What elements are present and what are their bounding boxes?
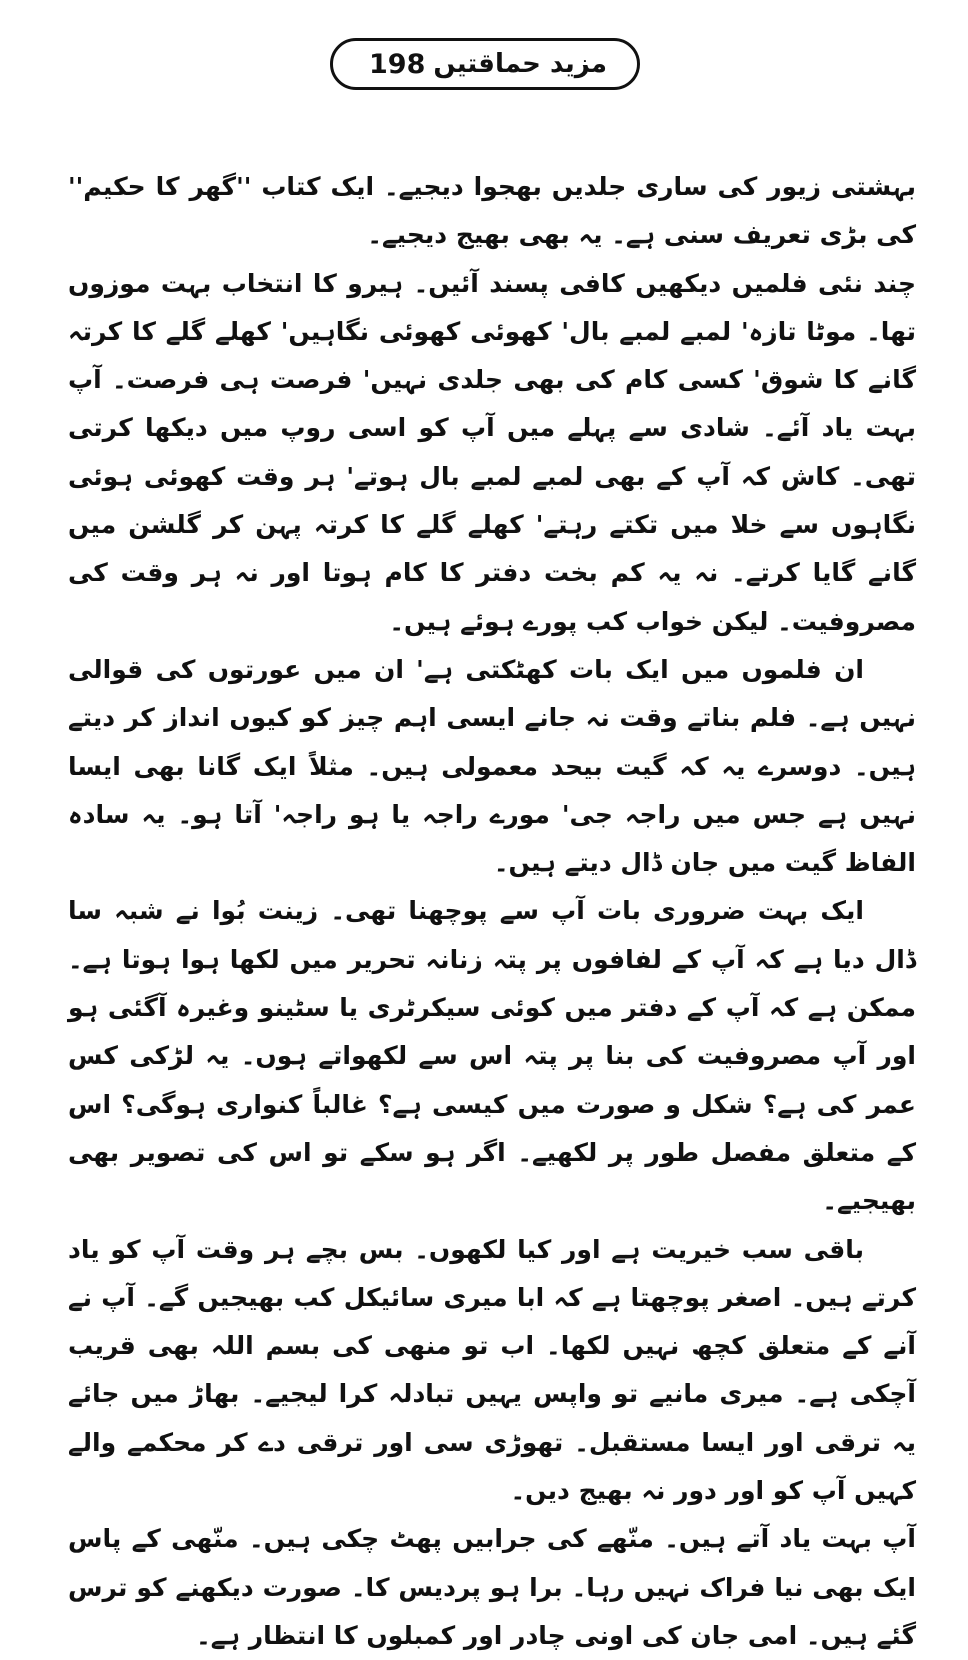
body-text [68,163,916,1660]
page-number: 198 [369,48,426,80]
page-header [330,38,640,90]
paragraph-5: باقی سب خیریت ہے اور کیا لکھوں۔ بس بچے ہر وقت آپ کو یاد کرتے ہیں۔ اصغر پوچھتا ہے کہ ابا میری سائیکل کب بھیجیں گے۔ آپ نے آنے کے متعلق کچھ نہیں لکھا۔ اب تو منھی کی بسم اللہ بھی قریب آچکی ہے۔ میری مانیے تو واپس یہیں تبادلہ کرا لیجیے۔ بھاڑ میں جائے یہ ترقی اور ایسا مستقبل۔ تھوڑی سی اور ترقی دے کر محکمے والے کہیں آپ کو اور دور نہ بھیج دیں۔ [68,1234,916,1506]
paragraph-4: ایک بہت ضروری بات آپ سے پوچھنا تھی۔ زینت بُوا نے شبہ سا ڈال دیا ہے کہ آپ کے لفافوں پر پتہ زنانہ تحریر میں لکھا ہوا ہوتا ہے۔ ممکن ہے کہ آپ کے دفتر میں کوئی سیکرٹری یا سٹینو وغیرہ آگئی ہو اور آپ مصروفیت کی بنا پر پتہ اس سے لکھواتے ہوں۔ یہ لڑکی کس عمر کی ہے؟ شکل و صورت میں کیسی ہے؟ غالباً کنواری ہوگی؟ اس کے متعلق مفصل طور پر لکھیے۔ اگر ہو سکے تو اس کی تصویر بھی بھیجیے۔ [68,896,916,1216]
paragraph-1: بہشتی زیور کی ساری جلدیں بھجوا دیجیے۔ ایک کتاب ''گھر کا حکیم'' کی بڑی تعریف سنی ہے۔ یہ بھی بھیج دیجیے۔ [68,172,916,250]
book-title: مزید حماقتیں [433,49,607,79]
paragraph-6: آپ بہت یاد آتے ہیں۔ منّھے کی جرابیں پھٹ چکی ہیں۔ منّھی کے پاس ایک بھی نیا فراک نہیں رہا۔ برا ہو پردیس کا۔ صورت دیکھنے کو ترس گئے ہیں۔ امی جان کی اونی چادر اور کمبلوں کا انتظار ہے۔ [68,1524,916,1650]
paragraph-2: چند نئی فلمیں دیکھیں کافی پسند آئیں۔ ہیرو کا انتخاب بہت موزوں تھا۔ موٹا تازہ' لمبے لمبے بال' کھوئی کھوئی نگاہیں' کھلے گلے کا کرتہ گانے کا شوق' کسی کام کی بھی جلدی نہیں' فرصت ہی فرصت۔ آپ بہت یاد آئے۔ شادی سے پہلے میں آپ کو اسی روپ میں دیکھا کرتی تھی۔ کاش کہ آپ کے بھی لمبے لمبے بال ہوتے' ہر وقت کھوئی ہوئی نگاہوں سے خلا میں تکتے رہتے' کھلے گلے کا کرتہ پہن کر گلشن میں گانے گایا کرتے۔ نہ یہ کم بخت دفتر کا کام ہوتا اور نہ ہر وقت کی مصروفیت۔ لیکن خواب کب پورے ہوئے ہیں۔ [68,268,916,636]
paragraph-3: ان فلموں میں ایک بات کھٹکتی ہے' ان میں عورتوں کی قوالی نہیں ہے۔ فلم بناتے وقت نہ جانے ایسی اہم چیز کو کیوں انداز کر دیتے ہیں۔ دوسرے یہ کہ گیت بیحد معمولی ہیں۔ مثلاً ایک گانا بھی ایسا نہیں ہے جس میں راجہ جی' مورے راجہ یا ہو راجہ' آتا ہو۔ یہ سادہ الفاظ گیت میں جان ڈال دیتے ہیں۔ [68,654,916,878]
